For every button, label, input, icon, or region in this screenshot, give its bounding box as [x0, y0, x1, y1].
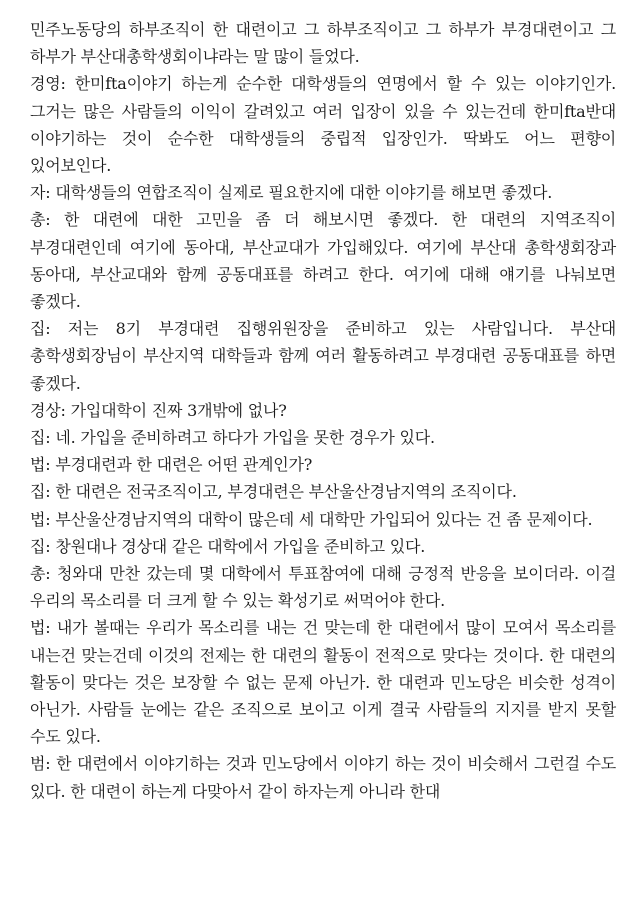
paragraph: 자: 대학생들의 연합조직이 실제로 필요한지에 대한 이야기를 해보면 좋겠다. — [30, 183, 553, 203]
paragraph: 법: 부경대련과 한 대련은 어떤 관계인가? — [30, 455, 313, 475]
paragraph: 법: 내가 볼때는 우리가 목소리를 내는 건 맞는데 한 대련에서 많이 모여서 목소리를 내는건 맞는건데 이것의 전제는 한 대련의 활동이 전적으로 맞다는 것이다. 한 대련의 활동이 맞다는 것은 보장할 수 없는 문제 아닌가. 한 대련과 민노당은 비슷한 성격이 아닌가. 사람들 눈에는 같은 조직으로 보이고 이게 결국 사람들의 지지를 받지 못할 수도 있다. — [30, 618, 616, 747]
paragraph: 경영: 한미fta이야기 하는게 순수한 대학생들의 연명에서 할 수 있는 이야기인가. 그거는 많은 사람들의 이익이 갈려있고 여러 입장이 있을 수 있는건데 한미fta반대 이야기하는 것이 순수한 대학생들의 중립적 입장인가. 딱봐도 어느 편향이 있어보인다. — [30, 74, 616, 176]
paragraph: 총: 한 대련에 대한 고민을 좀 더 해보시면 좋겠다. 한 대련의 지역조직이 부경대련인데 여기에 동아대, 부산교대가 가입해있다. 여기에 부산대 총학생회장과 동아대, 부산교대와 함께 공동대표를 하려고 한다. 여기에 대해 얘기를 나눠보면 좋겠다. — [30, 210, 616, 312]
paragraph: 법: 부산울산경남지역의 대학이 많은데 세 대학만 가입되어 있다는 건 좀 문제이다. — [30, 509, 593, 529]
paragraph: 범: 한 대련에서 이야기하는 것과 민노당에서 이야기 하는 것이 비슷해서 그런걸 수도 있다. 한 대련이 하는게 다맞아서 같이 하자는게 아니라 한대 — [30, 754, 616, 801]
paragraph: 집: 한 대련은 전국조직이고, 부경대련은 부산울산경남지역의 조직이다. — [30, 482, 517, 502]
paragraph: 집: 창원대나 경상대 같은 대학에서 가입을 준비하고 있다. — [30, 536, 426, 556]
document-body — [30, 16, 616, 805]
paragraph: 집: 네. 가입을 준비하려고 하다가 가입을 못한 경우가 있다. — [30, 428, 435, 448]
paragraph: 민주노동당의 하부조직이 한 대련이고 그 하부조직이고 그 하부가 부경대련이고 그 하부가 부산대총학생회이냐라는 말 많이 들었다. — [30, 20, 616, 67]
paragraph: 집: 저는 8기 부경대련 집행위원장을 준비하고 있는 사람입니다. 부산대 총학생회장님이 부산지역 대학들과 함께 여러 활동하려고 부경대련 공동대표를 하면 좋겠다. — [30, 319, 616, 393]
paragraph: 경상: 가입대학이 진짜 3개밖에 없나? — [30, 400, 287, 420]
paragraph: 총: 청와대 만찬 갔는데 몇 대학에서 투표참여에 대해 긍정적 반응을 보이더라. 이걸 우리의 목소리를 더 크게 할 수 있는 확성기로 써먹어야 한다. — [30, 564, 616, 611]
